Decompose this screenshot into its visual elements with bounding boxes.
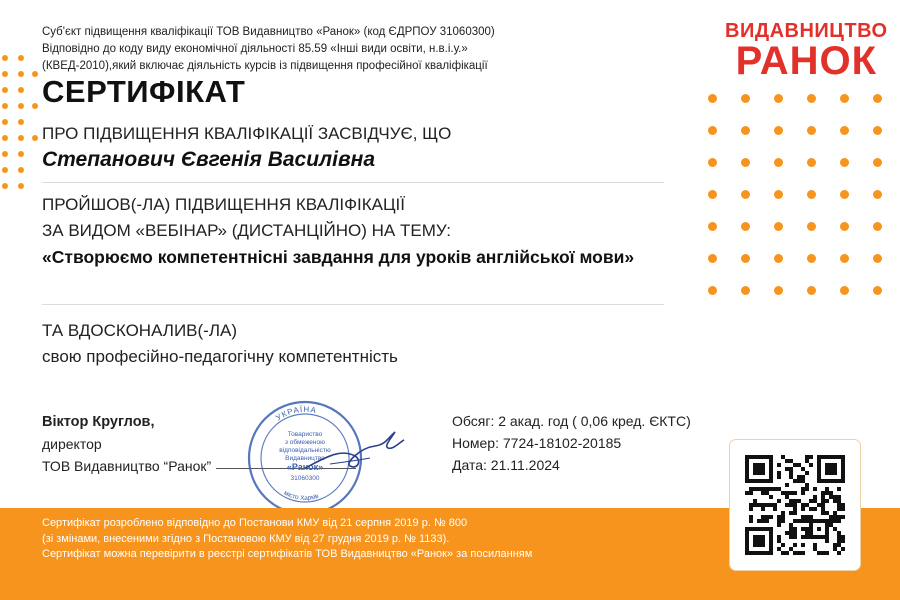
decor-dot — [807, 190, 816, 199]
footer-line-3: Сертифікат можна перевірити в реєстрі сертифікатів ТОВ Видавництво «Ранок» за посиланням — [42, 548, 533, 560]
dot-pattern-right — [700, 90, 900, 310]
improvement-line-1: ТА ВДОСКОНАЛИВ(-ЛА) — [42, 321, 237, 340]
decor-dot — [840, 158, 849, 167]
stamp-line: з обмеженою — [284, 439, 326, 446]
footer-text — [42, 516, 532, 563]
stamp-code: 31060300 — [290, 475, 320, 482]
signer-company: ТОВ Видавництво “Ранок” — [42, 458, 212, 474]
divider — [42, 182, 664, 183]
decor-dot — [840, 190, 849, 199]
signature-icon — [300, 418, 410, 478]
decor-dot — [774, 158, 783, 167]
decor-dot — [741, 222, 750, 231]
decor-dot — [741, 126, 750, 135]
certificate-details — [452, 410, 691, 476]
decor-dot — [873, 286, 882, 295]
decor-dot — [708, 286, 717, 295]
issuer-line-2: Відповідно до коду виду економічної діяльності 85.59 «Інші види освіти, н.в.і.у.» — [42, 43, 468, 55]
decor-dot — [873, 126, 882, 135]
number-text: Номер: 7724-18102-20185 — [452, 435, 622, 451]
decor-dot — [840, 286, 849, 295]
decor-dot — [774, 286, 783, 295]
decor-dot — [807, 158, 816, 167]
decor-dot — [873, 158, 882, 167]
stamp-line: Товариство — [287, 431, 323, 438]
decor-dot — [741, 158, 750, 167]
stamp-center: «Ранок» — [286, 462, 324, 472]
qr-code-icon[interactable] — [745, 455, 845, 555]
signer-position: директор — [42, 436, 102, 452]
decor-dot — [807, 222, 816, 231]
improvement-line-2: свою професійно-педагогічну компетентність — [42, 347, 398, 366]
completion-line-2: ЗА ВИДОМ «ВЕБІНАР» (ДИСТАНЦІЙНО) НА ТЕМУ: — [42, 221, 452, 240]
completion-line-1: ПРОЙШОВ(-ЛА) ПІДВИЩЕННЯ КВАЛІФІКАЦІЇ — [42, 195, 405, 214]
decor-dot — [774, 94, 783, 103]
signer-name: Віктор Круглов, — [42, 414, 155, 430]
decor-dot — [774, 190, 783, 199]
footer-line-1: Сертифікат розроблено відповідно до Постанови КМУ від 21 серпня 2019 р. № 800 — [42, 517, 468, 529]
decor-dot — [741, 94, 750, 103]
issuer-line-3: (КВЕД-2010),який включає діяльність курсів із підвищення професійної кваліфікації — [42, 60, 488, 72]
decor-dot — [708, 126, 717, 135]
stamp-line: Видавництво — [285, 455, 325, 462]
logo-main-text: РАНОК — [735, 39, 878, 83]
decor-dot — [708, 158, 717, 167]
decor-dot — [807, 286, 816, 295]
decor-dot — [873, 94, 882, 103]
publisher-logo — [725, 20, 888, 83]
decor-dot — [708, 190, 717, 199]
decor-dot — [807, 126, 816, 135]
decor-dot — [774, 254, 783, 263]
course-topic: «Створюємо компетентнісні завдання для уроків англійської мови» — [42, 247, 635, 267]
decor-dot — [741, 254, 750, 263]
stamp-line: відповідальністю — [279, 447, 331, 454]
decor-dot — [708, 254, 717, 263]
dot-pattern-left — [0, 55, 40, 215]
attests-text: ПРО ПІДВИЩЕННЯ КВАЛІФІКАЦІЇ ЗАСВІДЧУЄ, ЩО — [42, 124, 452, 143]
decor-dot — [774, 222, 783, 231]
decor-dot — [873, 190, 882, 199]
decor-dot — [708, 94, 717, 103]
decor-dot — [840, 222, 849, 231]
completion-text — [42, 192, 451, 244]
footer-line-2: (зі змінами, внесеними згідно з Постановою КМУ від 27 грудня 2019 р. № 1133). — [42, 532, 450, 545]
decor-dot — [873, 254, 882, 263]
certificate-title: СЕРТИФІКАТ — [42, 74, 246, 109]
decor-dot — [741, 190, 750, 199]
decor-dot — [807, 254, 816, 263]
issuer-line-1: Суб'єкт підвищення кваліфікації ТОВ Видавництво «Ранок» (код ЄДРПОУ 31060300) — [42, 26, 495, 38]
decor-dot — [840, 254, 849, 263]
decor-dot — [774, 126, 783, 135]
svg-text:місто Харків — [283, 489, 321, 502]
recipient-name: Степанович Євгенія Василівна — [42, 148, 376, 171]
stamp-outer-text: УКРАЇНА — [274, 404, 318, 423]
improvement-text — [42, 318, 398, 370]
signer-block — [42, 410, 211, 477]
issuer-info — [42, 24, 495, 75]
decor-dot — [840, 126, 849, 135]
date-text: Дата: 21.11.2024 — [452, 457, 560, 473]
logo-top-text: ВИДАВНИЦТВО — [725, 20, 888, 42]
decor-dot — [807, 94, 816, 103]
decor-dot — [708, 222, 717, 231]
stamp-city: місто Харків — [282, 489, 320, 503]
decor-dot — [873, 222, 882, 231]
decor-dot — [741, 286, 750, 295]
divider — [42, 304, 664, 305]
decor-dot — [840, 94, 849, 103]
volume-text: Обсяг: 2 акад. год ( 0,06 кред. ЄКТС) — [452, 413, 691, 429]
